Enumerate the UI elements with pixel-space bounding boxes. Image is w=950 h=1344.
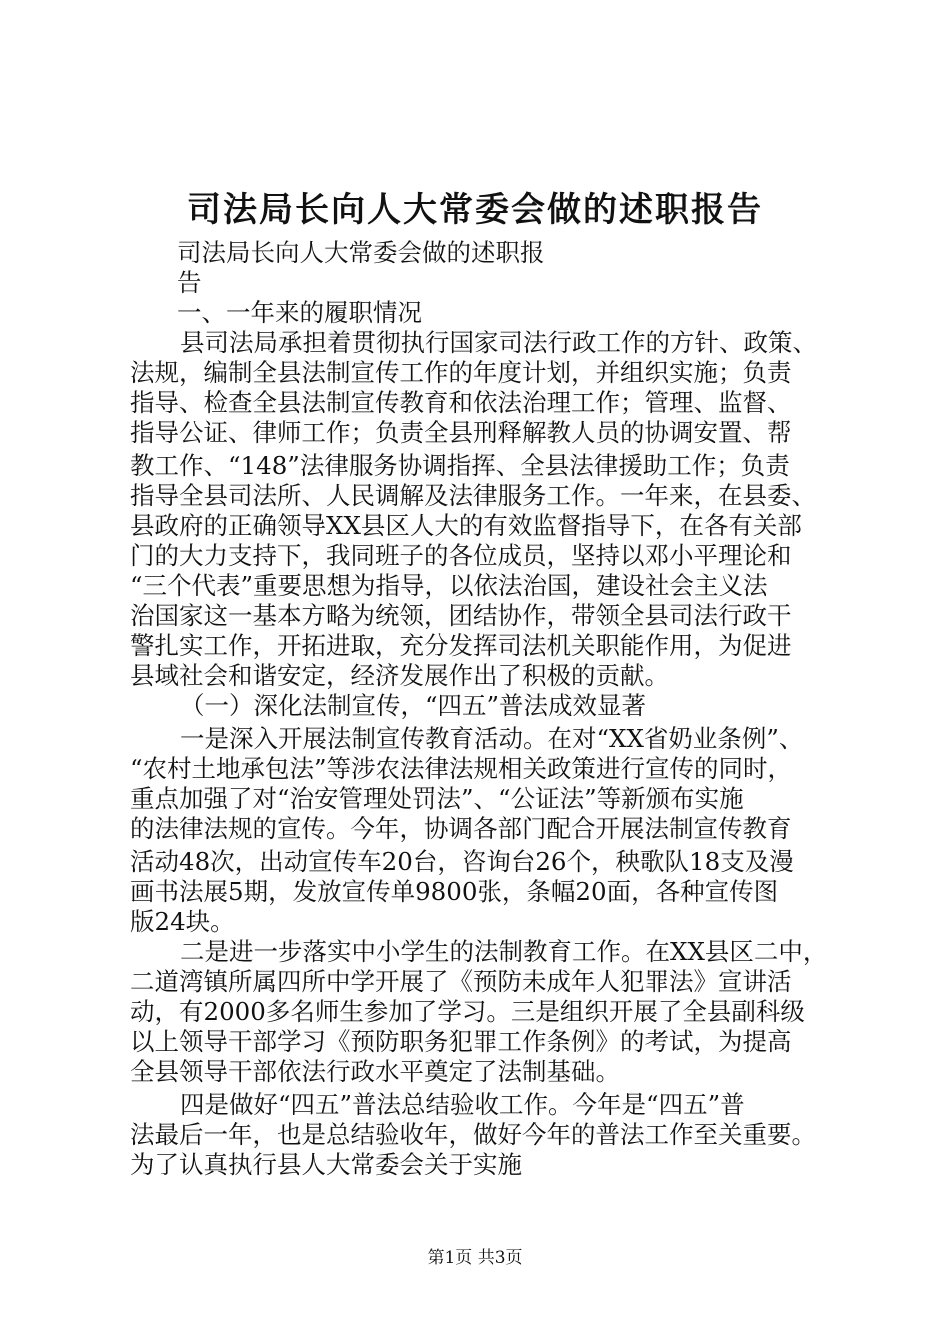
body-line: 治国家这一基本方略为统领，团结协作，带领全县司法行政干 xyxy=(130,601,792,630)
body-line: 以上领导干部学习《预防职务犯罪工作条例》的考试，为提高 xyxy=(130,1027,792,1056)
body-line: 一是深入开展法制宣传教育活动。在对“XX省奶业条例”、 xyxy=(180,724,804,753)
body-line: 县政府的正确领导XX县区人大的有效监督指导下，在各有关部 xyxy=(130,511,802,540)
body-line: 活动48次，出动宣传车20台，咨询台26个，秧歌队18支及漫 xyxy=(130,847,794,876)
body-line: 二道湾镇所属四所中学开展了《预防未成年人犯罪法》宣讲活 xyxy=(130,967,792,996)
body-line: 指导、检查全县法制宣传教育和依法治理工作；管理、监督、 xyxy=(130,388,792,417)
body-line: 二是进一步落实中小学生的法制教育工作。在XX县区二中， xyxy=(180,937,828,966)
body-line: 门的大力支持下，我同班子的各位成员，坚持以邓小平理论和 xyxy=(130,541,792,570)
body-line: “三个代表”重要思想为指导，以依法治国，建设社会主义法 xyxy=(130,571,768,600)
body-line: 指导全县司法所、人民调解及法律服务工作。一年来，在县委、 xyxy=(130,481,816,510)
body-line: 教工作、“148”法律服务协调指挥、全县法律援助工作；负责 xyxy=(130,451,790,480)
page-title: 司法局长向人大常委会做的述职报告 xyxy=(187,190,763,230)
section-heading: 一、一年来的履职情况 xyxy=(177,298,422,327)
body-line: 的法律法规的宣传。今年，协调各部门配合开展法制宣传教育 xyxy=(130,814,792,843)
body-line: 法最后一年，也是总结验收年，做好今年的普法工作至关重要。 xyxy=(130,1120,816,1149)
body-line: 重点加强了对“治安管理处罚法”、“公证法”等新颁布实施 xyxy=(130,784,744,813)
body-line: 县司法局承担着贯彻执行国家司法行政工作的方针、政策、 xyxy=(180,328,817,357)
body-line: 动，有2000多名师生参加了学习。三是组织开展了全县副科级 xyxy=(130,997,805,1026)
body-line: 司法局长向人大常委会做的述职报 xyxy=(177,238,545,267)
body-line: 告 xyxy=(177,268,202,297)
body-line: 四是做好“四五”普法总结验收工作。今年是“四五”普 xyxy=(180,1090,745,1119)
body-line: 法规，编制全县法制宣传工作的年度计划，并组织实施；负责 xyxy=(130,358,792,387)
page-indicator: 第1页 共3页 xyxy=(427,1248,523,1268)
body-line: “农村土地承包法”等涉农法律法规相关政策进行宣传的同时， xyxy=(130,754,793,783)
body-line: 县域社会和谐安定，经济发展作出了积极的贡献。 xyxy=(130,661,669,690)
body-line: 指导公证、律师工作；负责全县刑释解教人员的协调安置、帮 xyxy=(130,418,792,447)
body-line: 版24块。 xyxy=(130,907,235,936)
body-line: 警扎实工作，开拓进取，充分发挥司法机关职能作用，为促进 xyxy=(130,631,792,660)
subsection-heading: （一）深化法制宣传，“四五”普法成效显著 xyxy=(180,691,647,720)
body-line: 全县领导干部依法行政水平奠定了法制基础。 xyxy=(130,1057,620,1086)
body-line: 为了认真执行县人大常委会关于实施 xyxy=(130,1150,522,1179)
body-line: 画书法展5期，发放宣传单9800张，条幅20面，各种宣传图 xyxy=(130,877,779,906)
